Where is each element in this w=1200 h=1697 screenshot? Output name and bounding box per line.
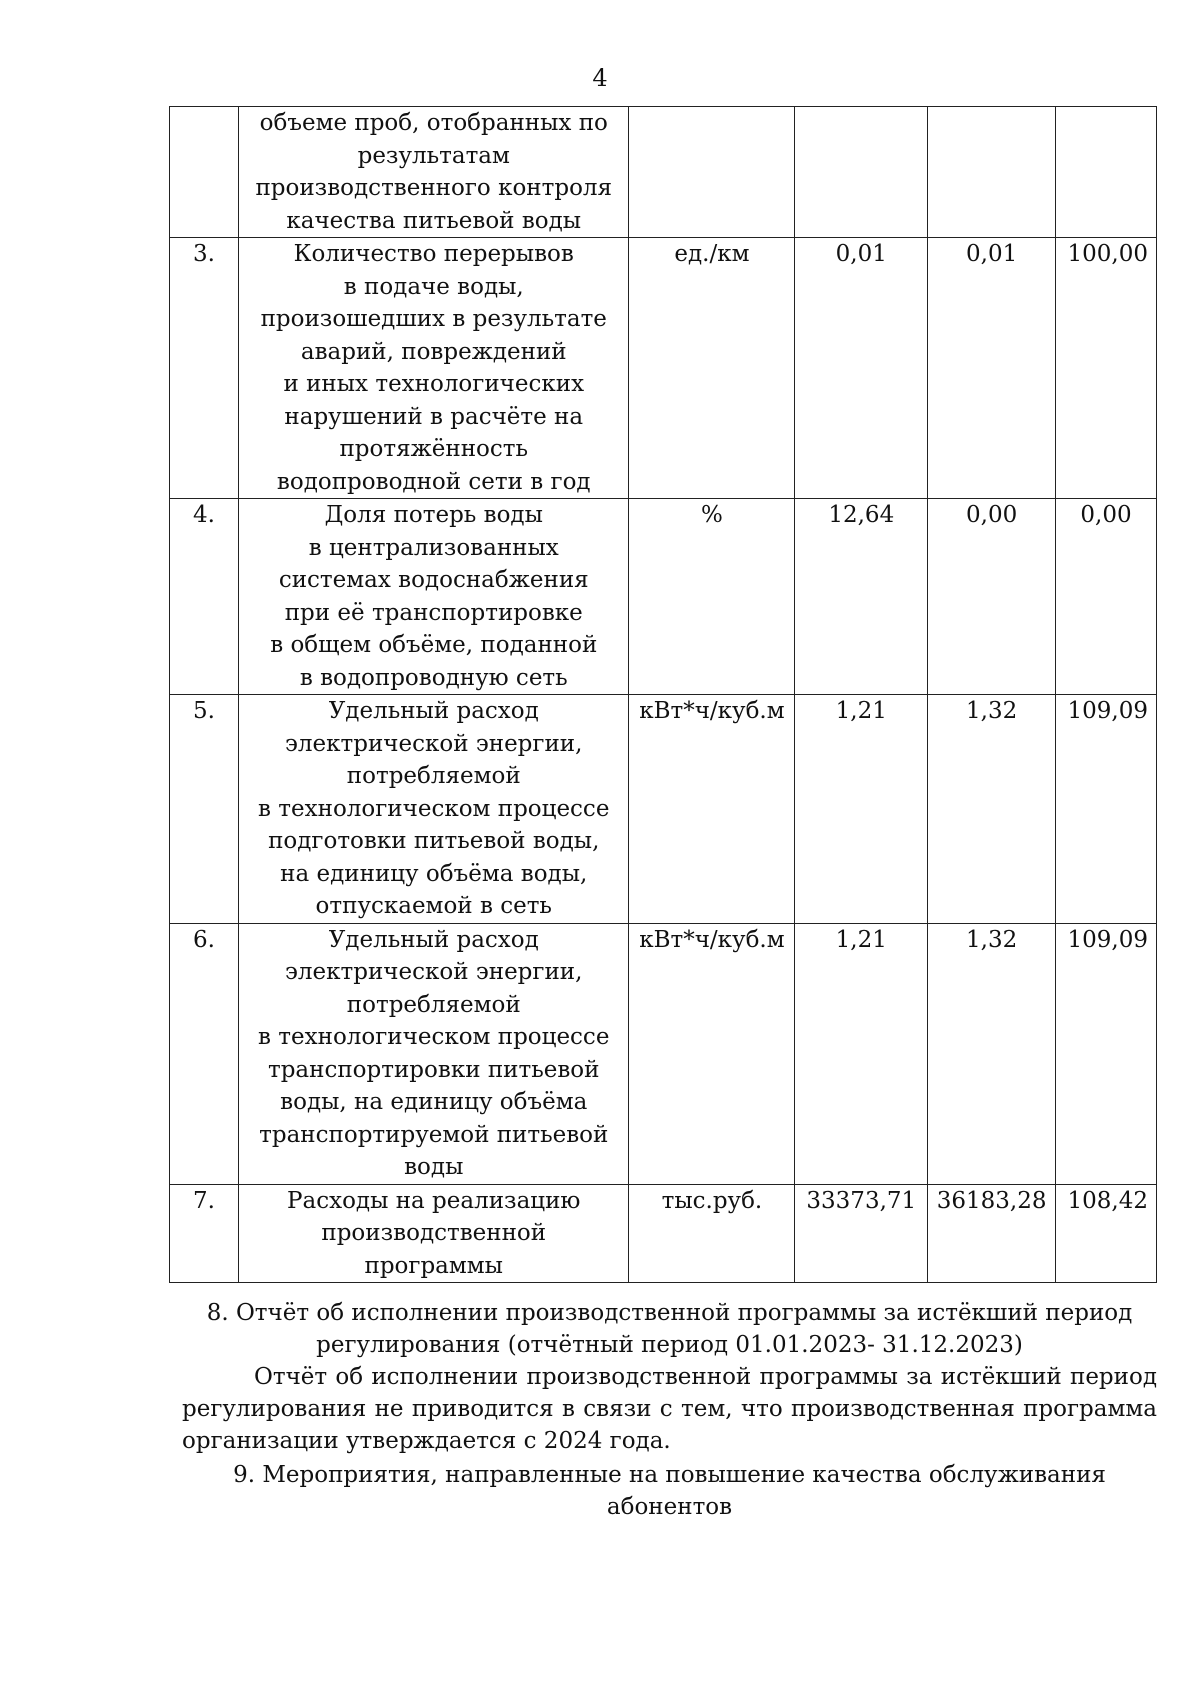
description-line: Удельный расход xyxy=(328,926,539,953)
value-cell: 33373,71 xyxy=(795,1184,928,1283)
value-cell: 12,64 xyxy=(795,499,928,695)
description-line: электрической энергии, xyxy=(285,959,583,985)
description-line: в централизованных xyxy=(308,534,559,561)
description-line: в подаче воды, xyxy=(343,273,524,300)
value-cell: 1,21 xyxy=(795,695,928,924)
unit-cell: % xyxy=(629,499,795,695)
performance-indicators-table xyxy=(169,106,1157,1283)
value-cell: 36183,28 xyxy=(928,1184,1056,1283)
description-line: воды xyxy=(404,1154,464,1180)
section-8-heading xyxy=(182,1297,1157,1361)
heading-line: регулирования (отчётный период 01.01.2023- 31.12.2023) xyxy=(316,1332,1023,1358)
description-line: аварий, повреждений xyxy=(300,338,567,365)
value-cell: 0,01 xyxy=(795,238,928,499)
indicator-description-cell xyxy=(239,107,629,238)
row-number-cell: 7. xyxy=(170,1184,239,1283)
body-line: Отчёт об исполнении производственной программы за истёкший период xyxy=(254,1364,1157,1390)
description-line: программы xyxy=(364,1252,503,1279)
description-line: транспортируемой питьевой xyxy=(259,1121,609,1148)
description-line: в водопроводную сеть xyxy=(299,664,568,691)
description-line: Количество перерывов xyxy=(293,241,574,267)
table-row xyxy=(170,695,1157,924)
body-line: организации утверждается с 2024 года. xyxy=(182,1428,671,1454)
value-cell: 100,00 xyxy=(1055,238,1156,499)
unit-cell: кВт*ч/куб.м xyxy=(629,695,795,924)
row-number-cell: 4. xyxy=(170,499,239,695)
value-cell: 0,00 xyxy=(1055,499,1156,695)
indicator-description-cell xyxy=(239,499,629,695)
heading-line: абонентов xyxy=(606,1494,733,1520)
value-cell xyxy=(928,107,1056,238)
table-row xyxy=(170,238,1157,499)
unit-cell: ед./км xyxy=(629,238,795,499)
description-line: Доля потерь воды xyxy=(324,502,543,528)
heading-line: 9. Мероприятия, направленные на повышение качества обслуживания xyxy=(233,1462,1106,1488)
value-cell: 1,32 xyxy=(928,695,1056,924)
row-number-cell: 5. xyxy=(170,695,239,924)
description-line: Удельный расход xyxy=(328,698,539,724)
description-line: нарушений в расчёте на xyxy=(284,403,584,430)
description-line: потребляемой xyxy=(346,763,521,789)
row-number-cell: 3. xyxy=(170,238,239,499)
description-line: на единицу объёма воды, xyxy=(280,860,588,887)
description-line: водопроводной сети в год xyxy=(276,468,591,495)
value-cell: 1,32 xyxy=(928,923,1056,1184)
description-line: в технологическом процессе xyxy=(258,795,610,822)
table-row xyxy=(170,499,1157,695)
heading-line: 8. Отчёт об исполнении производственной программы за истёкший период xyxy=(206,1300,1133,1326)
value-cell: 108,42 xyxy=(1055,1184,1156,1283)
description-line: системах водоснабжения xyxy=(278,567,589,593)
page-number: 4 xyxy=(592,64,608,92)
section-9-heading xyxy=(182,1459,1157,1523)
value-cell xyxy=(795,107,928,238)
description-line: отпускаемой в сеть xyxy=(315,893,552,919)
unit-cell xyxy=(629,107,795,238)
value-cell: 1,21 xyxy=(795,923,928,1184)
description-line: производственного контроля xyxy=(255,175,613,201)
section-8-body xyxy=(182,1361,1157,1457)
description-line: воды, на единицу объёма xyxy=(280,1089,588,1115)
value-cell xyxy=(1055,107,1156,238)
unit-cell: кВт*ч/куб.м xyxy=(629,923,795,1184)
table-row xyxy=(170,107,1157,238)
value-cell: 109,09 xyxy=(1055,923,1156,1184)
table-row xyxy=(170,923,1157,1184)
description-line: Расходы на реализацию xyxy=(287,1187,581,1214)
description-line: объеме проб, отобранных по xyxy=(259,110,608,136)
indicator-description-cell xyxy=(239,1184,629,1283)
description-line: протяжённость xyxy=(339,436,529,462)
description-line: произошедших в результате xyxy=(260,306,607,332)
description-line: в технологическом процессе xyxy=(258,1024,610,1050)
description-line: в общем объёме, поданной xyxy=(270,632,598,658)
description-line: и иных технологических xyxy=(283,371,585,397)
description-line: потребляемой xyxy=(346,991,521,1018)
indicator-description-cell xyxy=(239,695,629,924)
indicator-description-cell xyxy=(239,923,629,1184)
description-line: транспортировки питьевой xyxy=(267,1056,600,1083)
row-number-cell xyxy=(170,107,239,238)
unit-cell: тыс.руб. xyxy=(629,1184,795,1283)
description-line: подготовки питьевой воды, xyxy=(268,828,600,854)
value-cell: 0,00 xyxy=(928,499,1056,695)
description-line: производственной xyxy=(321,1220,547,1246)
description-line: при её транспортировке xyxy=(284,599,583,626)
row-number-cell: 6. xyxy=(170,923,239,1184)
table-row xyxy=(170,1184,1157,1283)
value-cell: 109,09 xyxy=(1055,695,1156,924)
description-line: электрической энергии, xyxy=(285,730,583,757)
indicator-description-cell xyxy=(239,238,629,499)
body-line: регулирования не приводится в связи с тем, что производственная программа xyxy=(182,1396,1157,1422)
value-cell: 0,01 xyxy=(928,238,1056,499)
description-line: результатам xyxy=(357,142,510,169)
description-line: качества питьевой воды xyxy=(286,207,582,234)
